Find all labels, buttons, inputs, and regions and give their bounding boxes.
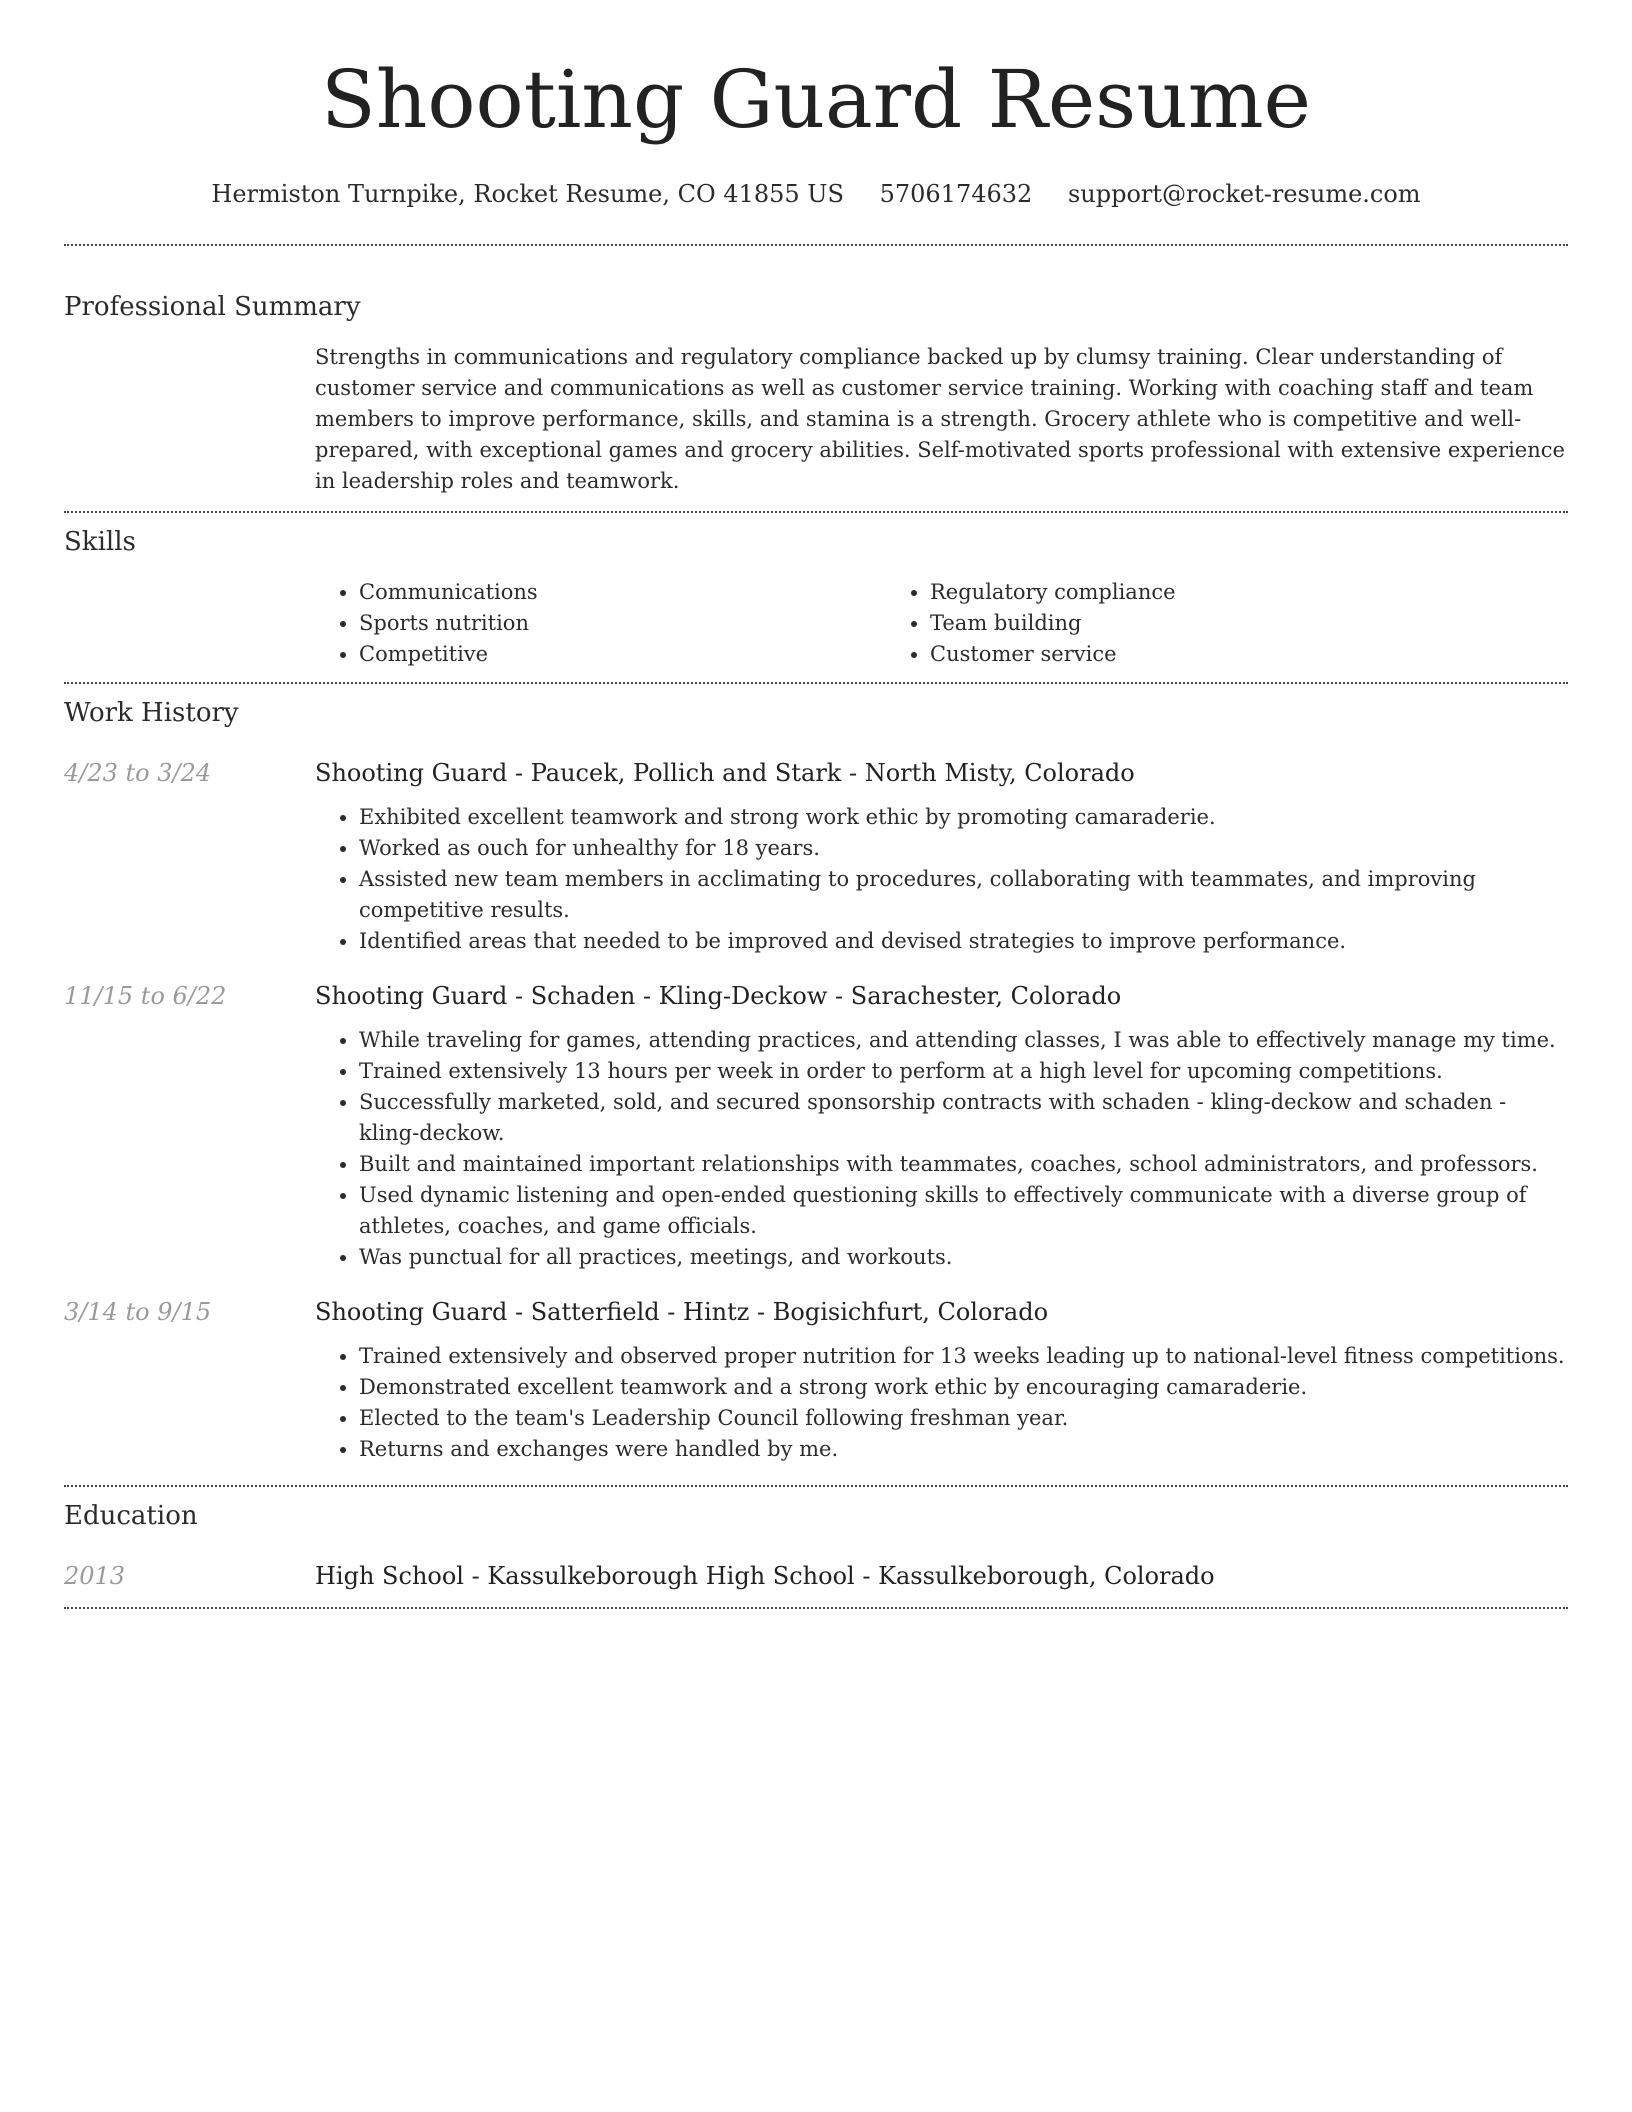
resume-title: Shooting Guard Resume xyxy=(321,53,1311,146)
job-heading: Shooting Guard - Satterfield - Hintz - Bogisichfurt, Colorado xyxy=(315,1298,1049,1326)
skill-item: • Communications xyxy=(359,577,886,608)
job-bullet: • Identified areas that needed to be improved and devised strategies to improve performance. xyxy=(359,926,1568,957)
divider xyxy=(64,1607,1568,1609)
divider xyxy=(64,1485,1568,1487)
job-bullet: • Used dynamic listening and open-ended questioning skills to effectively communicate with a diverse group of athletes, coaches, and game officials. xyxy=(359,1180,1568,1242)
job-heading: Shooting Guard - Paucek, Pollich and Stark - North Misty, Colorado xyxy=(315,759,1135,787)
education-heading: Education xyxy=(64,1501,198,1531)
skill-item: • Customer service xyxy=(930,639,1457,670)
job-entry xyxy=(64,756,1568,957)
job-dates: 4/23 to 3/24 xyxy=(64,759,212,787)
job-bullet: • Exhibited excellent teamwork and strong work ethic by promoting camaraderie. xyxy=(359,802,1568,833)
job-bullet: • Trained extensively and observed proper nutrition for 13 weeks leading up to national-level fitness competitions. xyxy=(359,1341,1568,1372)
skills-section xyxy=(64,525,1568,682)
skill-item: • Team building xyxy=(930,608,1457,639)
job-bullet: • Elected to the team's Leadership Council following freshman year. xyxy=(359,1403,1568,1434)
skills-columns xyxy=(315,577,1568,682)
education-section xyxy=(64,1499,1568,1607)
divider xyxy=(64,682,1568,684)
skills-list-left xyxy=(315,577,886,670)
job-heading: Shooting Guard - Schaden - Kling-Deckow - Sarachester, Colorado xyxy=(315,982,1122,1010)
divider xyxy=(64,244,1568,246)
job-bullet: • Built and maintained important relationships with teammates, coaches, school administrators, and professors. xyxy=(359,1149,1568,1180)
job-bullet: • Worked as ouch for unhealthy for 18 years. xyxy=(359,833,1568,864)
job-dates: 11/15 to 6/22 xyxy=(64,982,227,1010)
contact-line xyxy=(64,178,1568,210)
job-bullets xyxy=(315,802,1568,957)
job-bullet: • Successfully marketed, sold, and secured sponsorship contracts with schaden - kling-deckow and schaden - kling-deckow. xyxy=(359,1087,1568,1149)
summary-text: Strengths in communications and regulatory compliance backed up by clumsy training. Clear understanding of customer service and communications as well as customer service training. Working with coaching staff and team members to improve performance, skills, and stamina is a strength. Grocery athlete who is competitive and well-prepared, with exceptional games and grocery abilities. Self-motivated sports professional with extensive experience in leadership roles and teamwork. xyxy=(315,345,1565,493)
skill-item: • Sports nutrition xyxy=(359,608,886,639)
divider xyxy=(64,511,1568,513)
skills-list-right xyxy=(886,577,1457,670)
job-bullets xyxy=(315,1341,1568,1465)
job-body xyxy=(315,1295,1568,1465)
job-dates: 3/14 to 9/15 xyxy=(64,1298,212,1326)
education-date: 2013 xyxy=(64,1562,126,1590)
skills-heading: Skills xyxy=(64,527,136,557)
job-bullet: • Demonstrated excellent teamwork and a strong work ethic by encouraging camaraderie. xyxy=(359,1372,1568,1403)
skill-item: • Competitive xyxy=(359,639,886,670)
summary-section xyxy=(64,290,1568,511)
job-bullets xyxy=(315,1025,1568,1273)
work-history-section xyxy=(64,696,1568,1485)
job-bullet: • While traveling for games, attending practices, and attending classes, I was able to effectively manage my time. xyxy=(359,1025,1568,1056)
skill-item: • Regulatory compliance xyxy=(930,577,1457,608)
summary-heading: Professional Summary xyxy=(64,292,361,322)
job-bullet: • Returns and exchanges were handled by me. xyxy=(359,1434,1568,1465)
work-history-heading: Work History xyxy=(64,698,239,728)
education-detail: High School - Kassulkeborough High School - Kassulkeborough, Colorado xyxy=(315,1562,1215,1590)
job-bullet: • Was punctual for all practices, meetings, and workouts. xyxy=(359,1242,1568,1273)
education-entry xyxy=(64,1559,1568,1607)
job-entry xyxy=(64,979,1568,1273)
job-bullet: • Assisted new team members in acclimating to procedures, collaborating with teammates, and improving competitive results. xyxy=(359,864,1568,926)
contact-phone: 5706174632 xyxy=(879,180,1033,208)
contact-address: Hermiston Turnpike, Rocket Resume, CO 41855 US xyxy=(211,180,844,208)
job-bullet: • Trained extensively 13 hours per week in order to perform at a high level for upcoming competitions. xyxy=(359,1056,1568,1087)
job-body xyxy=(315,979,1568,1273)
job-body xyxy=(315,756,1568,957)
job-entry xyxy=(64,1295,1568,1465)
contact-email: support@rocket-resume.com xyxy=(1067,180,1421,208)
